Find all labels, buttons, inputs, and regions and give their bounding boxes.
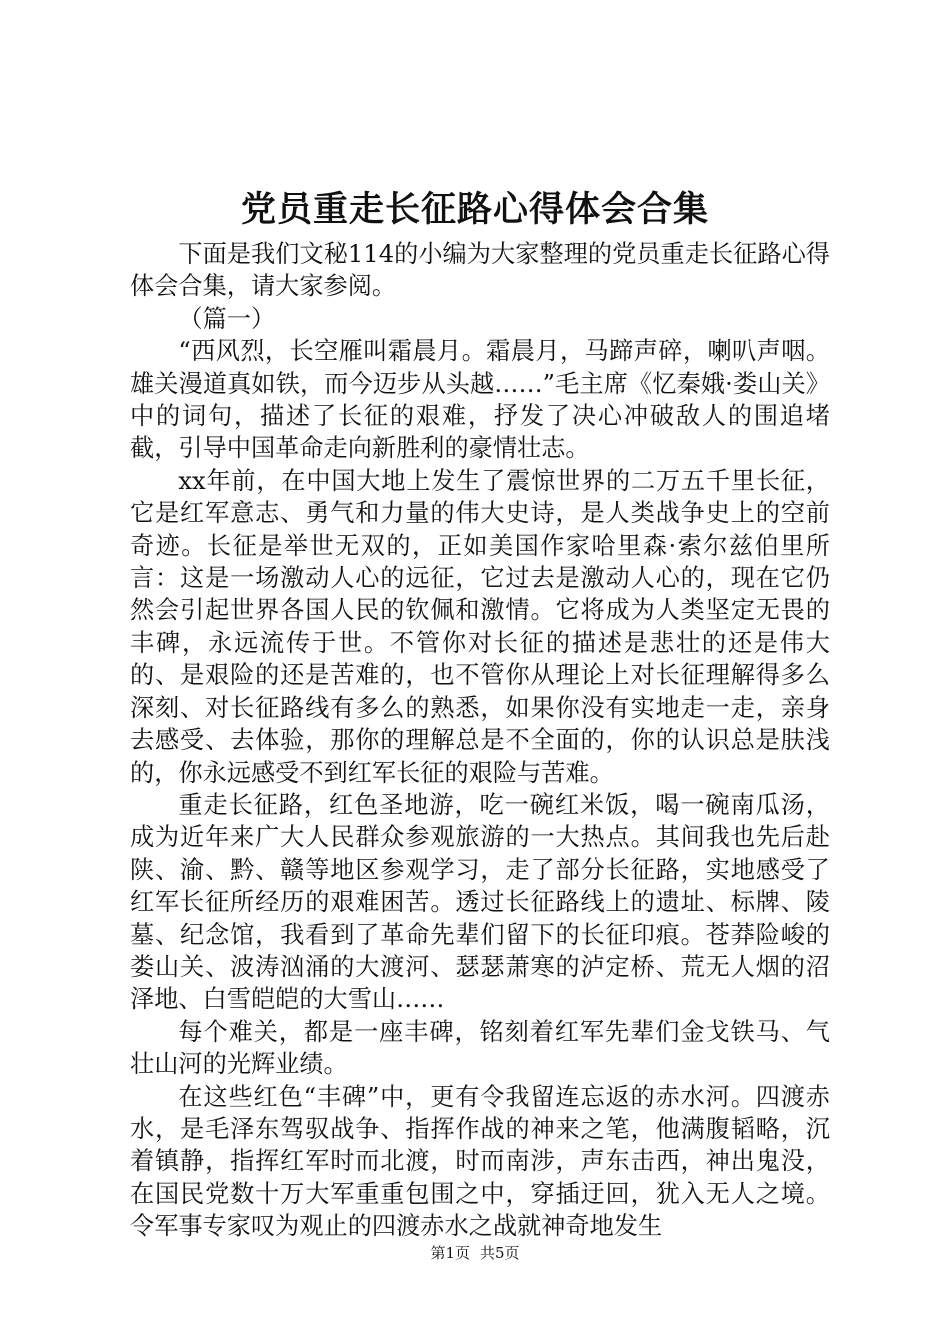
page-footer	[0, 1242, 950, 1264]
page-total: 共5页	[480, 1244, 520, 1262]
section-heading: （篇一）	[178, 304, 276, 333]
intro-paragraph: 下面是我们文秘114的小编为大家整理的党员重走长征路心得体会合集，请大家参阅。	[130, 240, 830, 301]
document-body	[130, 238, 830, 1243]
document-title: 党员重走长征路心得体会合集	[240, 189, 709, 230]
body-paragraph: 每个难关，都是一座丰碑，铭刻着红军先辈们金戈铁马、气壮山河的光辉业绩。	[130, 1017, 830, 1079]
body-paragraph: 在这些红色“丰碑”中，更有令我留连忘返的赤水河。四渡赤水，是毛泽东驾驭战争、指挥作战的神来之笔，他满腹韬略，沉着镇静，指挥红军时而北渡，时而南涉，声东击西，神出鬼没，在国民党数十万大军重重包围之中，穿插迂回，犹入无人之境。令军事专家叹为观止的四渡赤水之战就神奇地发生	[130, 1082, 830, 1241]
body-paragraph: xx年前，在中国大地上发生了震惊世界的二万五千里长征，它是红军意志、勇气和力量的伟大史诗，是人类战争史上的空前奇迹。长征是举世无双的，正如美国作家哈里森·索尔兹伯里所言：这是一场激动人心的远征，它过去是激动人心的，现在它仍然会引起世界各国人民的钦佩和激情。它将成为人类坚定无畏的丰碑，永远流传于世。不管你对长征的描述是悲壮的还是伟大的、是艰险的还是苦难的，也不管你从理论上对长征理解得多么深刻、对长征路线有多么的熟悉，如果你没有实地走一走，亲身去感受、去体验，那你的理解总是不全面的，你的认识总是肤浅的，你永远感受不到红军长征的艰险与苦难。	[130, 466, 830, 787]
body-paragraph: 重走长征路，红色圣地游，吃一碗红米饭，喝一碗南瓜汤，成为近年来广大人民群众参观旅游的一大热点。其间我也先后赴陕、渝、黔、赣等地区参观学习，走了部分长征路，实地感受了红军长征所经历的艰难困苦。透过长征路线上的遗址、标牌、陵墓、纪念馆，我看到了革命先辈们留下的长征印痕。苍莽险峻的娄山关、波涛汹涌的大渡河、瑟瑟萧寒的泸定桥、荒无人烟的沼泽地、白雪皑皑的大雪山……	[130, 790, 830, 1014]
body-paragraph: “西风烈，长空雁叫霜晨月。霜晨月，马蹄声碎，喇叭声咽。雄关漫道真如铁，而今迈步从头越……”毛主席《忆秦娥·娄山关》中的词句，描述了长征的艰难，抒发了决心冲破敌人的围追堵截，引导中国革命走向新胜利的豪情壮志。	[130, 337, 830, 463]
page-number: 第1页	[430, 1244, 470, 1262]
